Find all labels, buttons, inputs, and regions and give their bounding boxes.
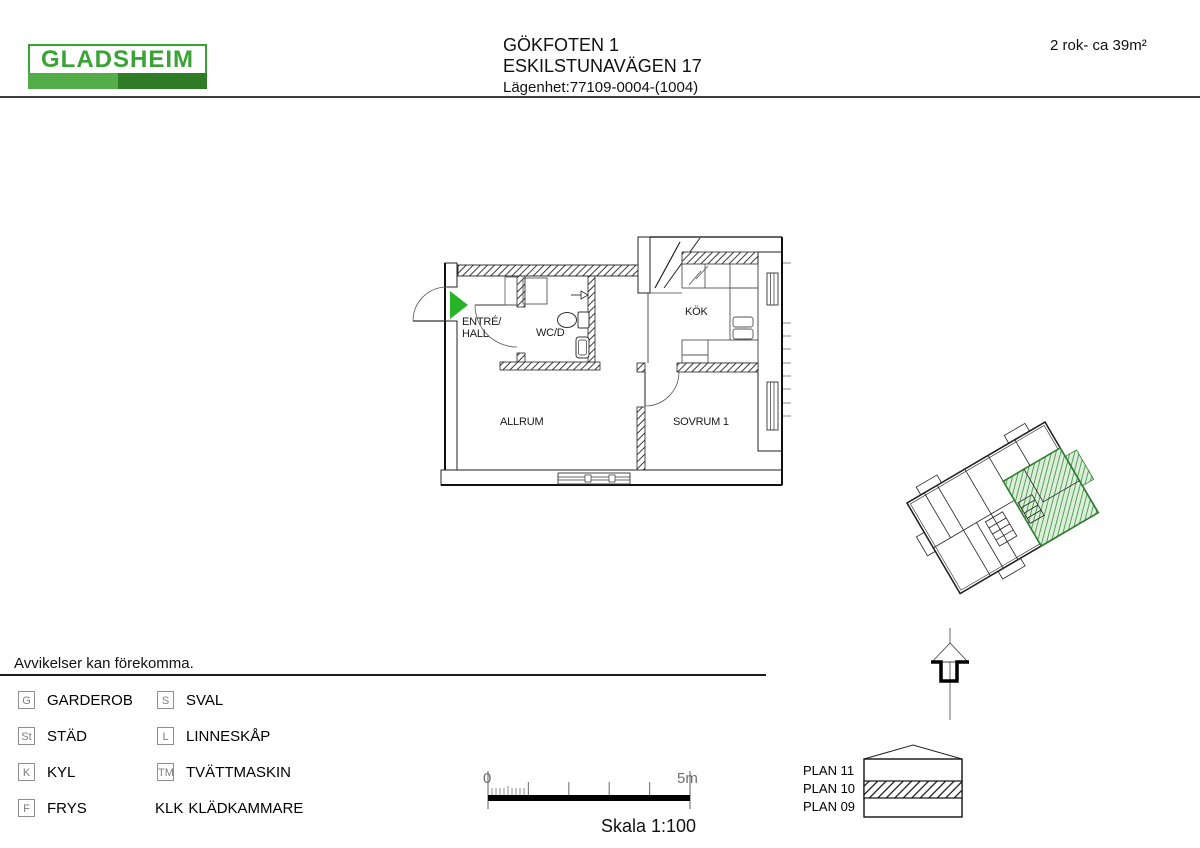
toilet-icon — [558, 312, 590, 328]
logo-bar-dark — [118, 73, 208, 89]
legend-label: SVAL — [186, 691, 224, 709]
room-label-living: ALLRUM — [500, 416, 544, 428]
legend-item-frys — [18, 799, 87, 817]
building-overview-plan — [898, 416, 1120, 602]
shower-symbol — [571, 291, 588, 299]
washing-machine — [523, 278, 547, 304]
apartment-id: Lägenhet:77109-0004-(1004) — [503, 79, 699, 96]
entrance-marker-icon — [450, 291, 468, 319]
railing-ticks — [783, 263, 791, 416]
wc-left-wall — [517, 276, 525, 307]
legend-label: KLÄDKAMMARE — [188, 799, 304, 817]
legend-label: FRYS — [47, 799, 87, 817]
apartment-floor-plan — [405, 233, 795, 495]
left-wall-lower — [445, 321, 457, 470]
hall-closet — [505, 277, 517, 305]
disclaimer-text: Avvikelser kan förekomma. — [14, 655, 194, 672]
gladsheim-logo — [28, 44, 207, 75]
top-wall — [458, 265, 638, 276]
stairwell-door-leaf — [655, 242, 680, 288]
legend-label: GARDEROB — [47, 691, 133, 709]
street-address: ESKILSTUNAVÄGEN 17 — [503, 56, 702, 76]
floor-label-plan10: PLAN 10 — [803, 781, 856, 796]
scale-start: 0 — [483, 770, 492, 787]
legend-symbol: KLK — [155, 799, 184, 817]
legend-item-kyl — [18, 763, 75, 781]
entrance-door — [413, 287, 447, 321]
stairwell-wall — [638, 237, 650, 293]
scale-bar — [480, 765, 710, 813]
minor-ticks — [492, 786, 524, 795]
kitchen-window — [767, 273, 778, 305]
living-room-window — [558, 473, 630, 484]
bedroom-window — [767, 382, 778, 430]
legend-symbol: F — [18, 799, 35, 817]
floor-label-plan11: PLAN 11 — [803, 763, 855, 778]
scale-end: 5m — [677, 770, 698, 787]
bedroom-left-wall — [637, 407, 645, 470]
current-floor-band — [864, 781, 962, 798]
header-divider — [0, 96, 1200, 98]
left-wall-upper — [445, 263, 457, 287]
legend-label: KYL — [47, 763, 76, 781]
bedroom-top-wall — [677, 363, 758, 372]
stove-burner — [733, 317, 753, 327]
apartment-size: 2 rok- ca 39m² — [1050, 37, 1147, 54]
legend-symbol: St — [18, 727, 35, 745]
legend-label: TVÄTTMASKIN — [186, 763, 292, 781]
wc-bottom-wall — [500, 362, 600, 370]
room-label-entrance-2: HALL — [462, 328, 489, 340]
legend-item-tvattmaskin — [157, 763, 291, 781]
legend-item-kladkammare — [155, 799, 303, 817]
legend-symbol: S — [157, 691, 174, 709]
major-ticks — [528, 782, 649, 795]
title-block — [503, 35, 702, 98]
scale-caption: Skala 1:100 — [601, 816, 697, 836]
legend-item-linneskap — [157, 727, 270, 745]
north-arrow-icon — [928, 628, 972, 724]
legend-item-stad — [18, 727, 87, 745]
disclaimer-divider — [0, 674, 766, 676]
room-label-kitchen: KÖK — [685, 306, 708, 318]
legend-label: LINNESKÅP — [186, 727, 271, 745]
sink-icon — [576, 337, 589, 358]
floor-label-plan09: PLAN 09 — [803, 799, 856, 814]
building-section-icon — [858, 740, 968, 822]
bedroom-door — [645, 372, 679, 406]
legend-item-garderob — [18, 691, 133, 709]
legend-item-sval — [157, 691, 223, 709]
room-label-bedroom: SOVRUM 1 — [673, 416, 729, 428]
legend-label: STÄD — [47, 727, 88, 745]
legend-symbol: G — [18, 691, 35, 709]
logo-bar-light — [28, 73, 118, 89]
stove-burner — [733, 329, 753, 339]
legend-symbol: K — [18, 763, 35, 781]
logo-text: GLADSHEIM — [41, 45, 194, 73]
legend-symbol: L — [157, 727, 174, 745]
project-name: GÖKFOTEN 1 — [503, 35, 620, 55]
logo-color-bar — [28, 73, 207, 89]
kitchen-top-wall — [682, 252, 763, 264]
room-label-bathroom: WC/D — [536, 327, 565, 339]
room-label-entrance-1: ENTRÉ/ — [462, 316, 502, 328]
legend-symbol: TM — [157, 763, 174, 781]
